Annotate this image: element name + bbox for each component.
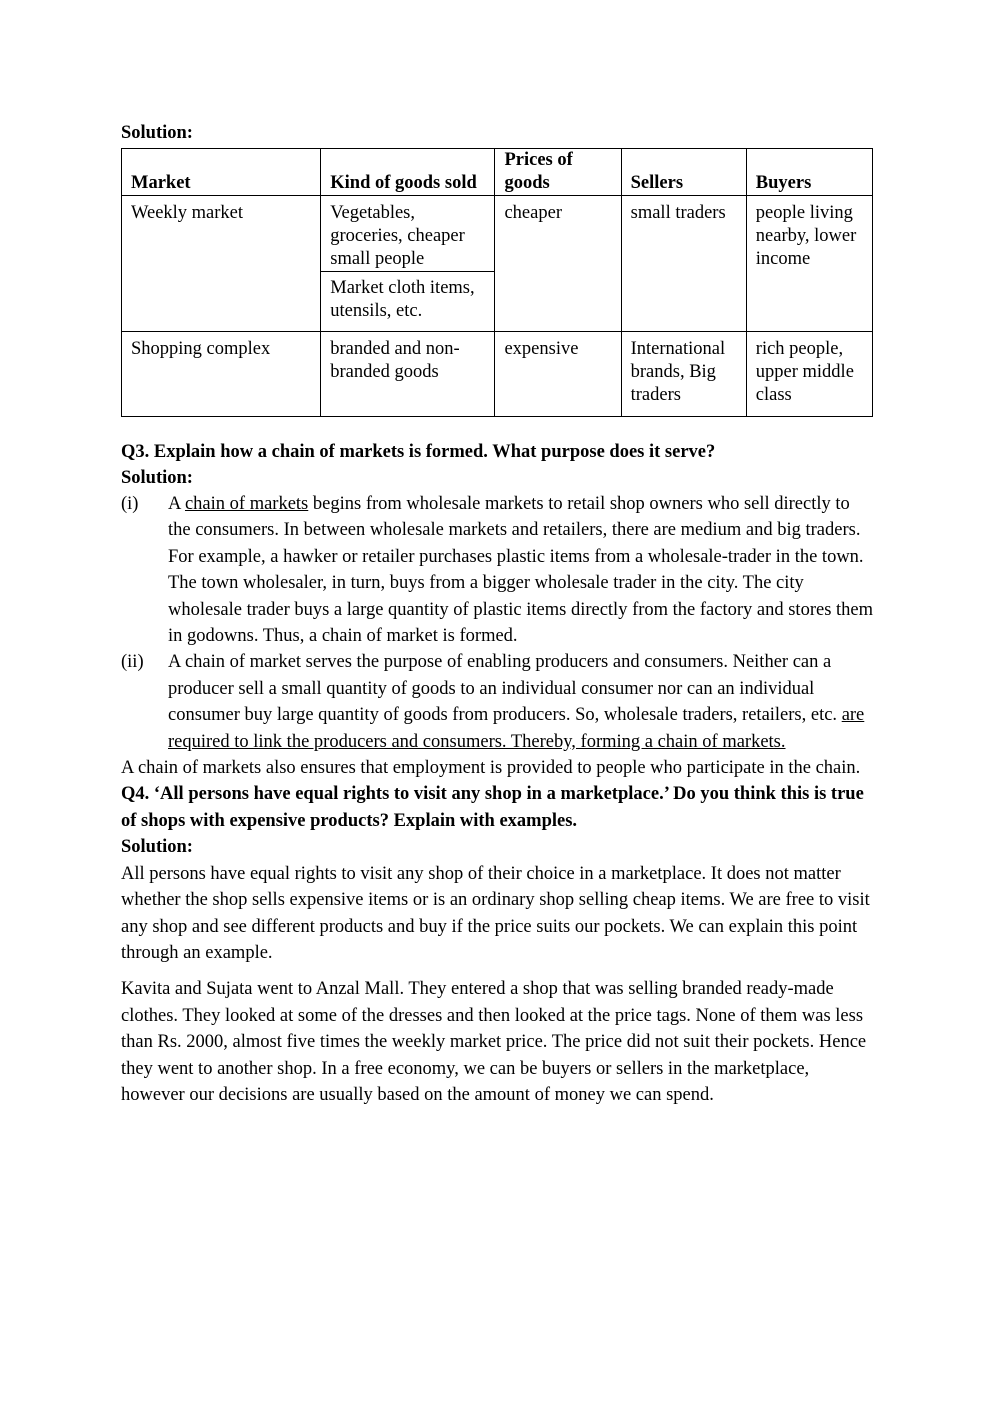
q3-item-2 <box>121 649 873 755</box>
cell-shopping-sellers: International brands, Big traders <box>621 332 746 417</box>
q3-item-1-text: begins from wholesale markets to retail shop owners who sell directly to the consumers. In between wholesale markets and retailers, there are medium and big traders. For example, a hawker or retailer purchases plastic items from a wholesale-trader in the town. The town wholesaler, in turn, buys from a bigger wholesale trader in the city. The city wholesale trader buys a large quantity of plastic items directly from the factory and stores them in godowns. Thus, a chain of market is formed. <box>168 494 874 647</box>
cell-shopping-goods: branded and non-branded goods <box>321 332 495 417</box>
cell-weekly-goods-b: Market cloth items, utensils, etc. <box>321 272 495 332</box>
document-page <box>121 120 873 1108</box>
chain-of-markets-underlined: chain of markets <box>184 494 309 514</box>
header-sellers: Sellers <box>621 149 746 196</box>
table-row <box>122 196 873 272</box>
q3-item-2-number: (ii) <box>121 652 144 673</box>
q3-item-2-text: A chain of market serves the purpose of enabling producers and consumers. Neither can a producer sell a small quantity of goods to an individual consumer nor can an individual consumer buy large quantity of goods from producers. So, wholesale traders, retailers, etc. <box>168 652 842 726</box>
solution-heading-1: Solution: <box>121 123 193 143</box>
header-kind-of-goods: Kind of goods sold <box>321 149 495 196</box>
q4-paragraph-2: Kavita and Sujata went to Anzal Mall. They entered a shop that was selling branded ready-made clothes. They looked at some of the dresses and then looked at the price tags. None of them was less than Rs. 2000, almost five times the weekly market price. The price did not suit their pockets. Hence they went to another shop. In a free economy, we can be buyers or sellers in the marketplace, however our decisions are usually based on the amount of money we can spend. <box>121 979 867 1105</box>
q3-item-2-underlined: are required to link the producers and consumers. Thereby, forming a chain of markets. <box>168 705 865 752</box>
cell-shopping-market: Shopping complex <box>122 332 321 417</box>
q4-question: Q4. ‘All persons have equal rights to visit any shop in a marketplace.’ Do you think this is true of shops with expensive products? Explain with examples. <box>121 784 864 831</box>
cell-weekly-price: cheaper <box>495 196 621 332</box>
q3-item-1 <box>121 491 873 649</box>
cell-shopping-price: expensive <box>495 332 621 417</box>
cell-weekly-market: Weekly market <box>122 196 321 332</box>
q4-paragraph-1: All persons have equal rights to visit any shop of their choice in a marketplace. It does not matter whether the shop sells expensive items or is an ordinary shop selling cheap items. We are free to visit any shop and see different products and buy if the price suits our pockets. We can explain this point through an example. <box>121 863 870 963</box>
q4-solution-label: Solution: <box>121 837 193 858</box>
table-row <box>122 332 873 417</box>
cell-weekly-buyers: people living nearby, lower income <box>746 196 872 332</box>
q3-item-1-number: (i) <box>121 494 139 514</box>
q3-question: Q3. Explain how a chain of markets is formed. What purpose does it serve? <box>121 442 716 462</box>
cell-shopping-buyers: rich people, upper middle class <box>746 332 872 417</box>
header-prices: Prices of goods <box>495 149 621 196</box>
markets-table <box>121 148 873 417</box>
q3-item-1-pre: A <box>168 494 185 514</box>
table-header-row <box>122 149 873 196</box>
header-market: Market <box>122 149 321 196</box>
q3-solution-label: Solution: <box>121 468 193 488</box>
q3-closing: A chain of markets also ensures that employment is provided to people who participate in the chain. <box>121 758 861 779</box>
cell-weekly-sellers: small traders <box>621 196 746 332</box>
header-buyers: Buyers <box>746 149 872 196</box>
cell-weekly-goods-a: Vegetables, groceries, cheaper small people <box>321 196 495 272</box>
